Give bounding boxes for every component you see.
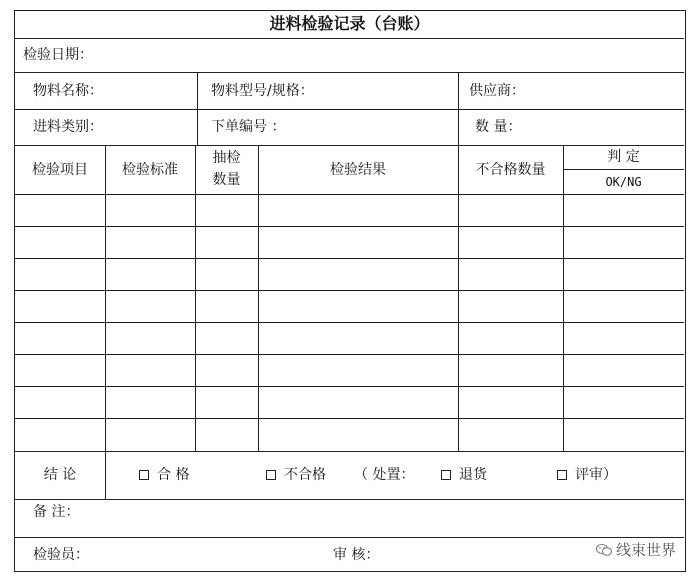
divider xyxy=(15,194,684,195)
col-header-judge: 判 定 xyxy=(607,149,640,165)
quantity-label: 数 量： xyxy=(475,119,522,135)
remarks-label: 备 注： xyxy=(33,504,80,520)
checkbox-icon[interactable] xyxy=(139,470,149,480)
return-label: 退货 xyxy=(459,467,487,483)
checkbox-icon[interactable] xyxy=(557,470,567,480)
fail-option[interactable] xyxy=(266,466,326,484)
col-header-result: 检验结果 xyxy=(330,162,386,178)
col-header-item: 检验项目 xyxy=(32,162,88,178)
form-title: 进料检验记录（台账） xyxy=(269,14,430,33)
divider xyxy=(15,418,684,419)
return-option[interactable] xyxy=(441,466,487,484)
disposal-label: （ 处置： xyxy=(354,467,415,483)
divider xyxy=(15,451,684,452)
divider xyxy=(15,109,684,110)
divider xyxy=(458,72,459,145)
checkbox-icon[interactable] xyxy=(266,470,276,480)
watermark xyxy=(596,539,676,560)
divider xyxy=(105,451,106,499)
divider xyxy=(15,322,684,323)
pass-label: 合 格 xyxy=(157,467,190,483)
divider xyxy=(15,145,684,146)
material-name-label: 物料名称： xyxy=(33,83,103,99)
review-label: 评审） xyxy=(575,467,617,483)
review-option[interactable] xyxy=(557,466,617,484)
divider xyxy=(195,145,196,451)
order-no-label: 下单编号 ： xyxy=(211,119,286,135)
col-header-sample-qty-line2: 数量 xyxy=(212,172,241,188)
col-header-sample-qty-line1: 抽检 xyxy=(212,150,241,166)
pass-option[interactable] xyxy=(139,466,189,484)
model-spec-label: 物料型号/规格： xyxy=(211,83,314,99)
reviewer-label: 审 核： xyxy=(333,547,380,563)
divider xyxy=(15,38,684,39)
conclusion-label: 结 论 xyxy=(43,467,77,483)
divider xyxy=(15,226,684,227)
divider xyxy=(15,290,684,291)
fail-label: 不合格 xyxy=(284,467,326,483)
divider xyxy=(15,258,684,259)
divider xyxy=(15,354,684,355)
divider xyxy=(258,145,259,451)
divider xyxy=(15,72,684,73)
divider xyxy=(458,145,459,451)
watermark-text: 线束世界 xyxy=(616,541,677,559)
divider xyxy=(197,72,198,145)
divider xyxy=(563,169,684,170)
incoming-type-label: 进料类别： xyxy=(33,119,103,135)
col-header-ng-qty: 不合格数量 xyxy=(475,162,546,178)
inspector-label: 检验员： xyxy=(33,547,89,563)
inspection-form xyxy=(14,10,686,572)
inspection-date-label: 检验日期： xyxy=(23,47,93,63)
divider xyxy=(15,499,684,500)
divider xyxy=(15,386,684,387)
wechat-icon xyxy=(596,543,612,557)
divider xyxy=(105,145,106,451)
supplier-label: 供应商： xyxy=(469,83,525,99)
checkbox-icon[interactable] xyxy=(441,470,451,480)
col-header-standard: 检验标准 xyxy=(122,162,178,178)
divider xyxy=(15,537,684,538)
col-header-judge-sub: OK/NG xyxy=(605,175,642,189)
